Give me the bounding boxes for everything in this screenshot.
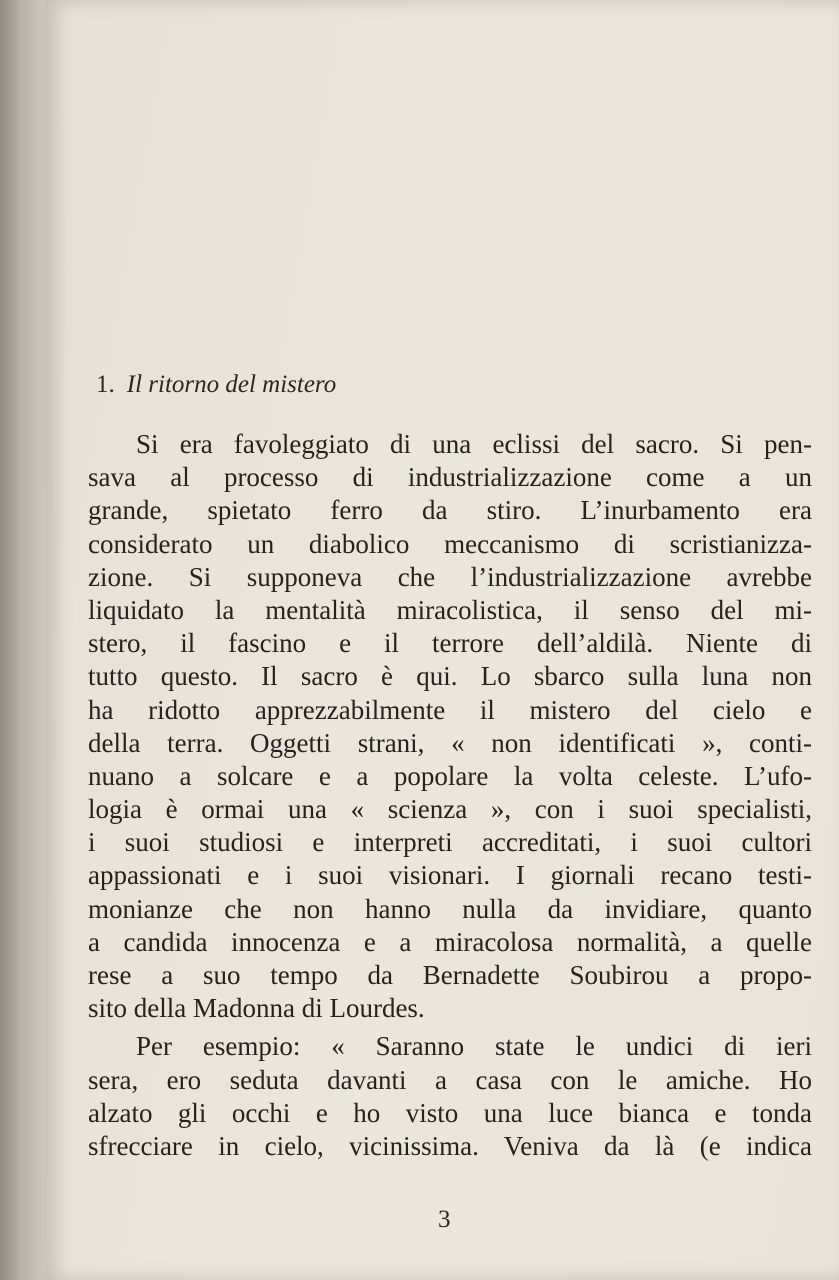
text-line: sito della Madonna di Lourdes. bbox=[88, 993, 425, 1024]
text-line: considerato un diabolico meccanismo di scristianizza- bbox=[88, 528, 812, 559]
paragraph bbox=[88, 1030, 812, 1163]
text-line: sera, ero seduta davanti a casa con le amiche. Ho bbox=[88, 1064, 812, 1095]
text-line: appassionati e i suoi visionari. I giornali recano testi- bbox=[88, 860, 812, 891]
text-line: alzato gli occhi e ho visto una luce bianca e tonda bbox=[88, 1097, 812, 1128]
text-line: Per esempio: « Saranno state le undici di ieri bbox=[136, 1031, 812, 1062]
text-line: rese a suo tempo da Bernadette Soubirou a propo- bbox=[88, 960, 812, 990]
text-line: ha ridotto apprezzabilmente il mistero del cielo e bbox=[88, 694, 812, 725]
section-number: 1. bbox=[96, 371, 115, 398]
text-line: stero, il fascino e il terrore dell’aldilà. Niente di bbox=[88, 628, 812, 659]
text-line: Si era favoleggiato di una eclissi del sacro. Si pen- bbox=[136, 429, 812, 459]
show-through-text bbox=[355, 30, 839, 450]
text-line: sava al processo di industrializzazione come a un bbox=[88, 462, 812, 493]
text-line: zione. Si supponeva che l’industrializzazione avrebbe bbox=[88, 561, 812, 592]
text-line: sfrecciare in cielo, vicinissima. Veniva da là (e indica bbox=[88, 1130, 812, 1161]
paragraph bbox=[88, 428, 812, 1025]
text-line: i suoi studiosi e interpreti accreditati, i suoi cultori bbox=[88, 827, 812, 858]
page-number: 3 bbox=[438, 1206, 451, 1233]
body-text bbox=[88, 428, 812, 1163]
section-title: Il ritorno del mistero bbox=[126, 371, 337, 398]
text-line: grande, spietato ferro da stiro. L’inurbamento era bbox=[88, 495, 812, 526]
text-line: logia è ormai una « scienza », con i suoi specialisti, bbox=[88, 794, 812, 825]
text-line: della terra. Oggetti strani, « non identificati », conti- bbox=[88, 727, 812, 758]
text-line: tutto questo. Il sacro è qui. Lo sbarco sulla luna non bbox=[88, 661, 812, 692]
text-line: a candida innocenza e a miracolosa normalità, a quelle bbox=[88, 926, 812, 957]
section-heading bbox=[96, 367, 336, 403]
text-line: monianze che non hanno nulla da invidiare, quanto bbox=[88, 893, 812, 924]
text-line: liquidato la mentalità miracolistica, il senso del mi- bbox=[88, 594, 812, 625]
text-line: nuano a solcare e a popolare la volta celeste. L’ufo- bbox=[88, 760, 812, 791]
